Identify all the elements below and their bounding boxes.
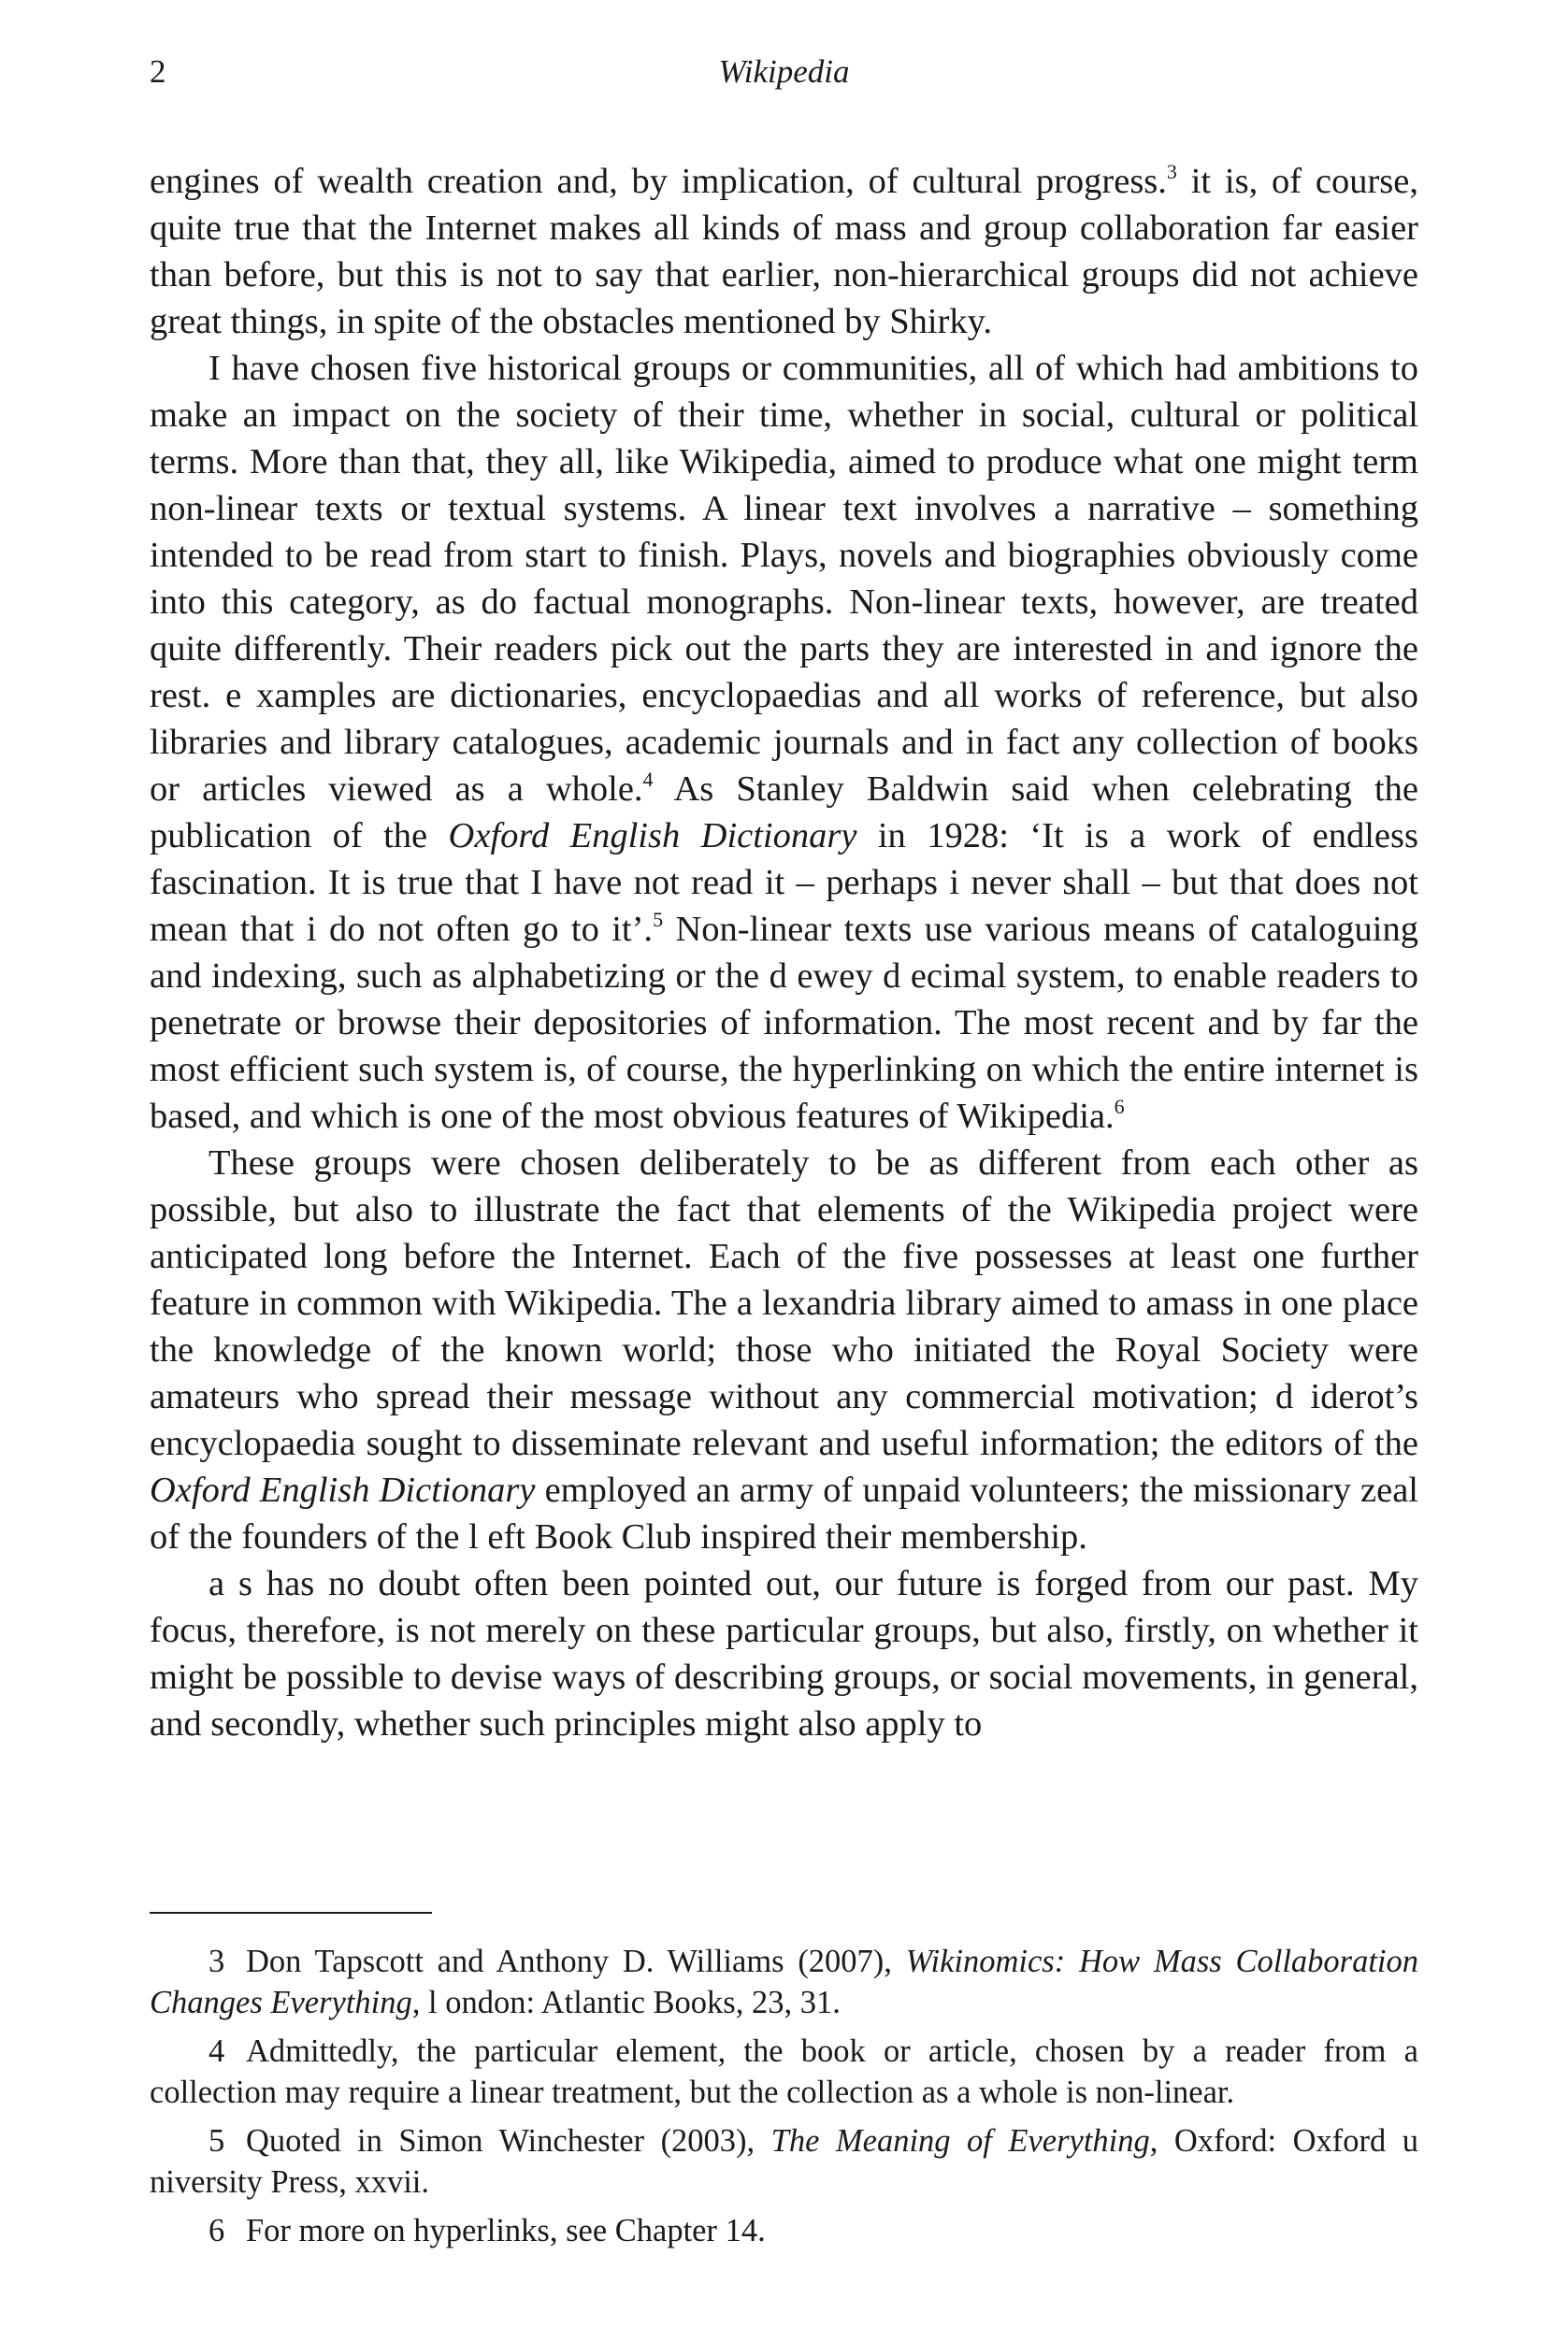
- paragraph-text: These groups were chosen deliberately to be as different from each other as possible, but also to illustrate the fact that elements of the Wikipedia project were anticipated long before the Internet. Each of the five possesses at least one further feature in common with Wikipedia. The a lexandria library aimed to amass in one place the knowledge of the known world; those who initiated the Royal Society were amateurs who spread their message without any commercial motivation; d iderot’s encyclopaedia sought to disseminate relevant and useful information; the editors of the: [150, 1143, 1418, 1463]
- paragraph-1: [150, 158, 1418, 345]
- paragraph-3: [150, 1140, 1418, 1560]
- footnote-number: 6: [209, 2213, 225, 2248]
- footnote-divider: [150, 1912, 432, 1914]
- main-text: [150, 158, 1418, 1747]
- running-title: Wikipedia: [718, 53, 850, 90]
- footnote-number: 5: [209, 2123, 225, 2159]
- paragraph-text: a s has no doubt often been pointed out, our future is forged from our past. My focus, therefore, is not merely on these particular groups, but also, firstly, on whether it might be possible to devise ways of describing groups, or social movements, in general, and secondly, whether such principles might also apply to: [150, 1564, 1418, 1744]
- paragraph-text: in 1928: ‘It is a work of endless fascination. It is true that I have not read it – perhaps i never shall – but that does not mean that i do not often go to it’.: [150, 816, 1418, 949]
- footnote-text: , Oxford: Oxford u niversity Press, xxvii.: [150, 2123, 1418, 2200]
- footnote-text: , l ondon: Atlantic Books, 23, 31.: [411, 1985, 841, 2020]
- book-title: Oxford English Dictionary: [448, 816, 857, 855]
- book-title: Wikinomics: How Mass Collaboration Changes Everything: [150, 1944, 1418, 2020]
- footnote-text: Admittedly, the particular element, the book or article, chosen by a reader from a collection may require a linear treatment, but the collection as a whole is non-linear.: [150, 2033, 1418, 2110]
- paragraph-2: [150, 345, 1418, 1140]
- footnote-text: For more on hyperlinks, see Chapter 14.: [246, 2213, 766, 2248]
- book-title: Oxford English Dictionary: [150, 1471, 536, 1510]
- footnote-number: 3: [209, 1944, 225, 1979]
- footnote-ref-5[interactable]: 5: [653, 908, 664, 931]
- footnote-4: [150, 2031, 1418, 2113]
- paragraph-4: [150, 1560, 1418, 1747]
- page-number: 2: [150, 53, 166, 90]
- book-title: The Meaning of Everything: [770, 2123, 1150, 2159]
- paragraph-text: engines of wealth creation and, by implication, of cultural progress.: [150, 162, 1167, 201]
- running-head: [150, 49, 1418, 95]
- footnotes: [150, 1941, 1418, 2259]
- footnote-ref-3[interactable]: 3: [1166, 160, 1177, 183]
- paragraph-text: it is, of course, quite true that the Internet makes all kinds of mass and group collaboration far easier than before, but this is not to say that earlier, non-hierarchical groups did not achieve great things, in spite of the obstacles mentioned by Shirky.: [150, 162, 1419, 341]
- footnote-number: 4: [209, 2033, 225, 2069]
- footnote-ref-6[interactable]: 6: [1114, 1095, 1125, 1118]
- paragraph-text: employed an army of unpaid volunteers; the missionary zeal of the founders of the l eft Book Club inspired their membership.: [150, 1471, 1418, 1557]
- footnote-5: [150, 2120, 1418, 2203]
- paragraph-text: I have chosen five historical groups or communities, all of which had ambitions to make an impact on the society of their time, whether in social, cultural or political terms. More than that, they all, like Wikipedia, aimed to produce what one might term non-linear texts or textual systems. A linear text involves a narrative – something intended to be read from start to finish. Plays, novels and biographies obviously come into this category, as do factual monographs. Non-linear texts, however, are treated quite differently. Their readers pick out the parts they are interested in and ignore the rest. e xamples are dictionaries, encyclopaedias and all works of reference, but also libraries and library catalogues, academic journals and in fact any collection of books or articles viewed as a whole.: [150, 349, 1418, 809]
- footnote-ref-4[interactable]: 4: [642, 768, 654, 791]
- footnote-text: Don Tapscott and Anthony D. Williams (2007),: [246, 1944, 906, 1979]
- paragraph-text: Non-linear texts use various means of cataloguing and indexing, such as alphabetizing or the d ewey d ecimal system, to enable readers to penetrate or browse their depositories of information. The most recent and by far the most efficient such system is, of course, the hyperlinking on which the entire internet is based, and which is one of the most obvious features of Wikipedia.: [150, 910, 1419, 1136]
- footnote-3: [150, 1941, 1418, 2023]
- footnote-6: [150, 2210, 1418, 2251]
- footnote-text: Quoted in Simon Winchester (2003),: [246, 2123, 771, 2159]
- paragraph-text: As Stanley Baldwin said when celebrating the publication of the: [150, 769, 1418, 855]
